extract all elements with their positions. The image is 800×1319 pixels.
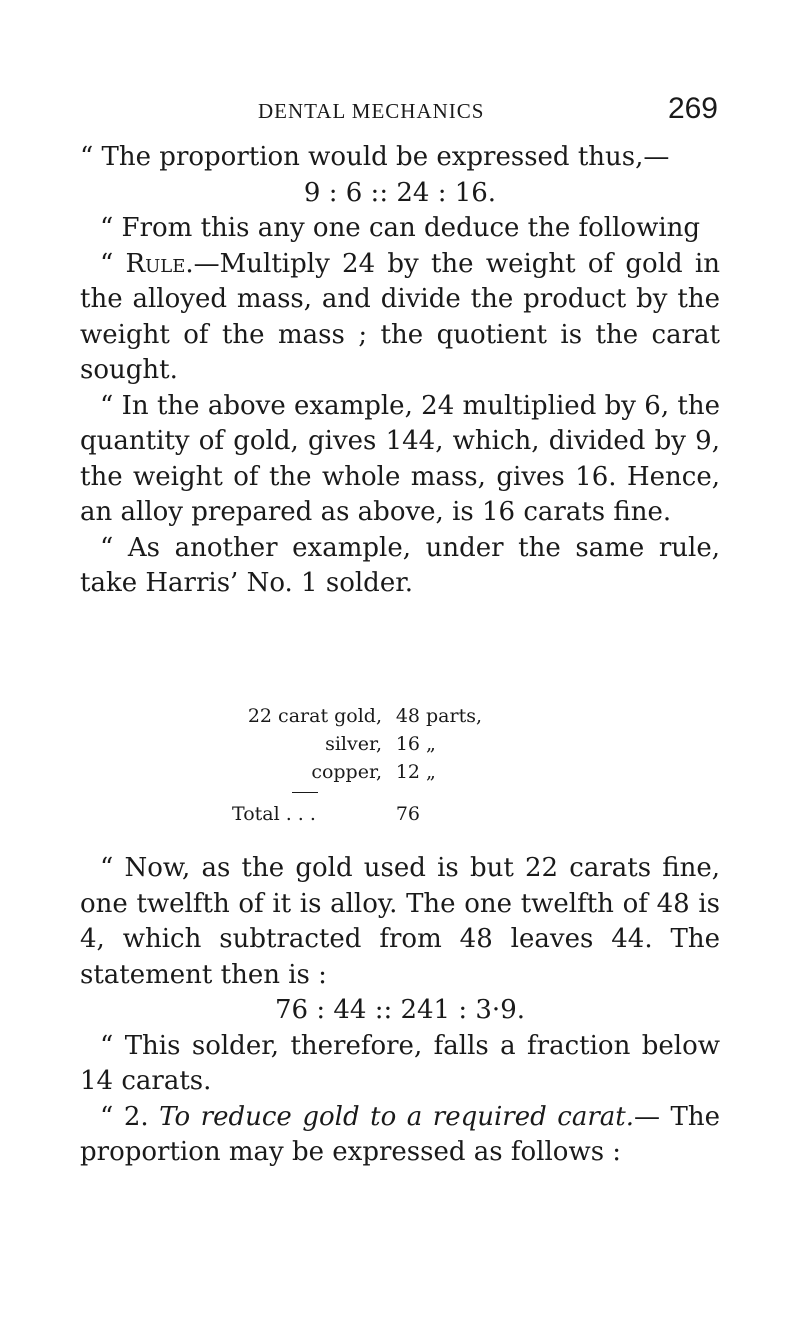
equation-statement: 76 : 44 :: 241 : 3·9. <box>274 995 526 1025</box>
solder-composition-table <box>232 702 486 828</box>
table-total-label: Total . . . <box>232 803 316 825</box>
running-head: DENTAL MECHANICS <box>258 99 485 123</box>
page-number: 269 <box>667 92 718 125</box>
table-total-row <box>232 800 486 828</box>
rule-text: —Multiply 24 by the weight of gold in the alloyed mass, and divide the product by the weight of the mass ; the quotient is the carat sought. <box>80 248 720 385</box>
table-row <box>232 758 486 786</box>
table-cell-unit: „ <box>426 733 436 755</box>
page-header <box>258 92 718 126</box>
table-cell-value: 12 <box>395 761 420 783</box>
table-cell-label: 22 carat gold, <box>247 705 382 727</box>
table-cell-value: 48 <box>395 705 420 727</box>
paragraph-rule <box>80 247 720 389</box>
table-cell-value: 16 <box>395 733 420 755</box>
text-block-lower <box>80 851 720 1171</box>
table-row <box>232 730 486 758</box>
section-text: — The proportion may be expressed as follows : <box>80 1101 720 1167</box>
paragraph-another-example: “ As another example, under the same rule, take Harris’ No. 1 solder. <box>80 532 720 598</box>
table-row <box>232 702 486 730</box>
table-total-value: 76 <box>395 803 420 825</box>
section-number: “ 2. <box>100 1101 160 1132</box>
sum-rule-line <box>232 786 486 800</box>
table-cell-label: silver, <box>325 733 382 755</box>
table-cell-unit: parts, <box>426 705 482 727</box>
equation-proportion: 9 : 6 :: 24 : 16. <box>303 177 497 208</box>
paragraph-example: “ In the above example, 24 multiplied by 6, the quantity of gold, gives 144, which, divided by 9, the weight of the whole mass, gives 16. Hence, an alloy prepared as above, is 16 carats fine. <box>80 390 720 527</box>
paragraph-proportion: “ The proportion would be expressed thus,— <box>80 142 670 172</box>
table-cell-label: copper, <box>311 761 382 783</box>
rule-label: “ Rule. <box>100 248 194 279</box>
paragraph-solder-falls: “ This solder, therefore, falls a fraction below 14 carats. <box>80 1030 720 1096</box>
table-cell-unit: „ <box>426 761 436 783</box>
paragraph-reduce-gold <box>80 1100 720 1171</box>
section-heading: To reduce gold to a required carat. <box>159 1101 634 1132</box>
text-block-upper <box>80 140 720 602</box>
paragraph-now: “ Now, as the gold used is but 22 carats fine, one twelfth of it is alloy. The one twelfth of 48 is 4, which subtracted from 48 leaves 44. The statement then is : <box>80 853 720 990</box>
paragraph-deduce: “ From this any one can deduce the following <box>100 213 701 243</box>
